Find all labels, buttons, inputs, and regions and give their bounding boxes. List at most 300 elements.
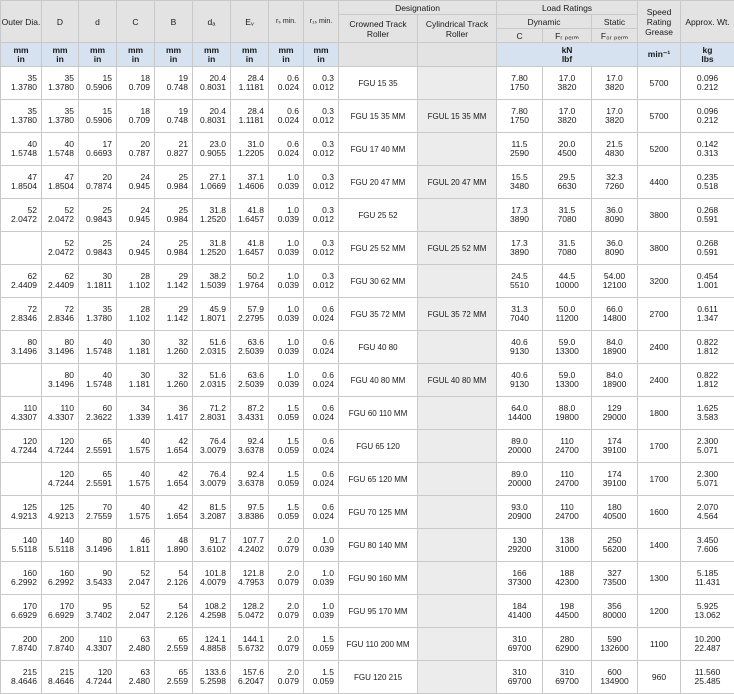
- cell-r1s: 0.6 0.024: [304, 364, 339, 397]
- cell-fr: 110 24700: [543, 430, 592, 463]
- cell-d: 110 4.3307: [79, 628, 117, 661]
- cell-d: 80 3.1496: [79, 529, 117, 562]
- cell-cylindrical-designation: [418, 133, 497, 166]
- cell-B: 42 1.654: [155, 430, 193, 463]
- cell-f0r: 36.0 8090: [592, 232, 638, 265]
- cell-speed: 2400: [638, 364, 681, 397]
- unit-cell-kn: kN lbf: [497, 43, 638, 67]
- cell-weight: 0.822 1.812: [681, 364, 734, 397]
- cell-weight: 3.450 7.606: [681, 529, 734, 562]
- cell-B: 36 1.417: [155, 397, 193, 430]
- cell-B: 25 0.984: [155, 199, 193, 232]
- cell-r1s: 0.6 0.024: [304, 397, 339, 430]
- cell-cylindrical-designation: [418, 265, 497, 298]
- table-row: [1, 199, 734, 232]
- cell-r1s: 1.0 0.039: [304, 562, 339, 595]
- header-Ew: Eᵥ: [231, 1, 269, 43]
- cell-od: 35 1.3780: [1, 100, 42, 133]
- cell-d: 35 1.3780: [79, 298, 117, 331]
- cell-B: 19 0.748: [155, 67, 193, 100]
- cell-crowned-designation: FGU 95 170 MM: [339, 595, 418, 628]
- cell-r1s: 0.3 0.012: [304, 199, 339, 232]
- cell-D: 110 4.3307: [42, 397, 79, 430]
- cell-da: 31.8 1.2520: [193, 199, 231, 232]
- cell-fr: 110 24700: [543, 463, 592, 496]
- table-row: [1, 166, 734, 199]
- cell-speed: 2700: [638, 298, 681, 331]
- table-row: [1, 628, 734, 661]
- cell-weight: 10.200 22.487: [681, 628, 734, 661]
- cell-d: 40 1.5748: [79, 364, 117, 397]
- cell-rs: 1.0 0.039: [269, 265, 304, 298]
- cell-od: 140 5.5118: [1, 529, 42, 562]
- cell-crowned-designation: FGU 15 35 MM: [339, 100, 418, 133]
- cell-C: 18 0.709: [117, 100, 155, 133]
- cell-dyn: 7.80 1750: [497, 67, 543, 100]
- cell-rs: 1.0 0.039: [269, 166, 304, 199]
- cell-cylindrical-designation: [418, 430, 497, 463]
- cell-weight: 0.268 0.591: [681, 232, 734, 265]
- cell-cylindrical-designation: [418, 199, 497, 232]
- cell-f0r: 17.0 3820: [592, 100, 638, 133]
- cell-Ew: 57.9 2.2795: [231, 298, 269, 331]
- cell-d: 15 0.5906: [79, 67, 117, 100]
- header-approx-weight: Approx. Wt.: [681, 1, 734, 43]
- cell-f0r: 84.0 18900: [592, 331, 638, 364]
- cell-crowned-designation: FGU 40 80 MM: [339, 364, 418, 397]
- cell-da: 124.1 4.8858: [193, 628, 231, 661]
- header-c-col: C: [497, 29, 543, 43]
- cell-speed: 960: [638, 661, 681, 694]
- cell-cylindrical-designation: [418, 529, 497, 562]
- cell-D: 35 1.3780: [42, 100, 79, 133]
- cell-d: 70 2.7559: [79, 496, 117, 529]
- cell-C: 28 1.102: [117, 265, 155, 298]
- cell-C: 40 1.575: [117, 430, 155, 463]
- cell-weight: 1.625 3.583: [681, 397, 734, 430]
- cell-od: 170 6.6929: [1, 595, 42, 628]
- cell-Ew: 97.5 3.8386: [231, 496, 269, 529]
- table-row: [1, 529, 734, 562]
- table-row: [1, 331, 734, 364]
- cell-fr: 280 62900: [543, 628, 592, 661]
- header-d: d: [79, 1, 117, 43]
- cell-rs: 2.0 0.079: [269, 661, 304, 694]
- cell-speed: 1600: [638, 496, 681, 529]
- cell-C: 30 1.181: [117, 331, 155, 364]
- cell-Ew: 31.0 1.2205: [231, 133, 269, 166]
- table-row: [1, 133, 734, 166]
- cell-f0r: 54.00 12100: [592, 265, 638, 298]
- cell-r1s: 0.6 0.024: [304, 463, 339, 496]
- cell-od: 80 3.1496: [1, 331, 42, 364]
- cell-d: 120 4.7244: [79, 661, 117, 694]
- cell-D: 52 2.0472: [42, 232, 79, 265]
- cell-d: 95 3.7402: [79, 595, 117, 628]
- cell-da: 38.2 1.5039: [193, 265, 231, 298]
- cell-f0r: 600 134900: [592, 661, 638, 694]
- cell-B: 21 0.827: [155, 133, 193, 166]
- cell-crowned-designation: FGU 110 200 MM: [339, 628, 418, 661]
- unit-cell: mm in: [42, 43, 79, 67]
- cell-fr: 50.0 11200: [543, 298, 592, 331]
- cell-crowned-designation: FGU 70 125 MM: [339, 496, 418, 529]
- cell-C: 24 0.945: [117, 166, 155, 199]
- cell-crowned-designation: FGU 25 52: [339, 199, 418, 232]
- cell-f0r: 21.5 4830: [592, 133, 638, 166]
- cell-rs: 1.0 0.039: [269, 232, 304, 265]
- cell-cylindrical-designation: [418, 628, 497, 661]
- cell-d: 65 2.5591: [79, 430, 117, 463]
- cell-speed: 2400: [638, 331, 681, 364]
- cell-D: 140 5.5118: [42, 529, 79, 562]
- cell-speed: 4400: [638, 166, 681, 199]
- cell-fr: 29.5 6630: [543, 166, 592, 199]
- cell-speed: 1200: [638, 595, 681, 628]
- cell-Ew: 50.2 1.9764: [231, 265, 269, 298]
- cell-da: 81.5 3.2087: [193, 496, 231, 529]
- cell-r1s: 1.0 0.039: [304, 529, 339, 562]
- cell-rs: 0.6 0.024: [269, 100, 304, 133]
- cell-da: 51.6 2.0315: [193, 364, 231, 397]
- cell-r1s: 0.3 0.012: [304, 265, 339, 298]
- cell-od: 125 4.9213: [1, 496, 42, 529]
- header-fr-perm: Fᵣ ₚₑᵣₘ: [543, 29, 592, 43]
- cell-C: 30 1.181: [117, 364, 155, 397]
- cell-d: 25 0.9843: [79, 199, 117, 232]
- cell-B: 54 2.126: [155, 562, 193, 595]
- cell-weight: 0.096 0.212: [681, 100, 734, 133]
- cell-C: 28 1.102: [117, 298, 155, 331]
- cell-D: 52 2.0472: [42, 199, 79, 232]
- cell-od: 40 1.5748: [1, 133, 42, 166]
- cell-od: 47 1.8504: [1, 166, 42, 199]
- cell-f0r: 66.0 14800: [592, 298, 638, 331]
- cell-speed: 1800: [638, 397, 681, 430]
- header-dynamic: Dynamic: [497, 15, 592, 29]
- cell-d: 20 0.7874: [79, 166, 117, 199]
- cell-speed: 1400: [638, 529, 681, 562]
- cell-C: 34 1.339: [117, 397, 155, 430]
- cell-r1s: 0.3 0.012: [304, 67, 339, 100]
- cell-dyn: 89.0 20000: [497, 463, 543, 496]
- cell-fr: 17.0 3820: [543, 67, 592, 100]
- table-row: [1, 562, 734, 595]
- cell-da: 108.2 4.2598: [193, 595, 231, 628]
- cell-weight: 2.300 5.071: [681, 430, 734, 463]
- cell-C: 40 1.575: [117, 463, 155, 496]
- cell-D: 62 2.4409: [42, 265, 79, 298]
- unit-cell-blank: [339, 43, 418, 67]
- cell-crowned-designation: FGU 90 160 MM: [339, 562, 418, 595]
- table-row: [1, 496, 734, 529]
- cell-crowned-designation: FGU 35 72 MM: [339, 298, 418, 331]
- cell-fr: 44.5 10000: [543, 265, 592, 298]
- cell-dyn: 40.6 9130: [497, 331, 543, 364]
- cell-D: 80 3.1496: [42, 331, 79, 364]
- cell-D: 125 4.9213: [42, 496, 79, 529]
- cell-D: 35 1.3780: [42, 67, 79, 100]
- cell-rs: 1.5 0.059: [269, 430, 304, 463]
- cell-da: 51.6 2.0315: [193, 331, 231, 364]
- cell-crowned-designation: FGU 65 120 MM: [339, 463, 418, 496]
- cell-crowned-designation: FGU 80 140 MM: [339, 529, 418, 562]
- header-speed-rating: Speed Rating Grease: [638, 1, 681, 43]
- cell-da: 45.9 1.8071: [193, 298, 231, 331]
- cell-rs: 1.5 0.059: [269, 463, 304, 496]
- cell-dyn: 184 41400: [497, 595, 543, 628]
- cell-r1s: 0.3 0.012: [304, 100, 339, 133]
- cell-weight: 5.185 11.431: [681, 562, 734, 595]
- cell-C: 52 2.047: [117, 595, 155, 628]
- cell-dyn: 130 29200: [497, 529, 543, 562]
- cell-C: 52 2.047: [117, 562, 155, 595]
- cell-weight: 11.560 25.485: [681, 661, 734, 694]
- cell-od: 160 6.2992: [1, 562, 42, 595]
- cell-fr: 20.0 4500: [543, 133, 592, 166]
- cell-B: 32 1.260: [155, 364, 193, 397]
- cell-weight: 0.142 0.313: [681, 133, 734, 166]
- cell-speed: 1300: [638, 562, 681, 595]
- unit-cell-blank: [418, 43, 497, 67]
- cell-od: 72 2.8346: [1, 298, 42, 331]
- cell-d: 15 0.5906: [79, 100, 117, 133]
- cell-r1s: 0.6 0.024: [304, 298, 339, 331]
- cell-da: 27.1 1.0669: [193, 166, 231, 199]
- cell-dyn: 15.5 3480: [497, 166, 543, 199]
- cell-Ew: 41.8 1.6457: [231, 232, 269, 265]
- cell-f0r: 17.0 3820: [592, 67, 638, 100]
- cell-fr: 59.0 13300: [543, 364, 592, 397]
- cell-od: 52 2.0472: [1, 199, 42, 232]
- header-cylindrical: Cylindrical Track Roller: [418, 15, 497, 43]
- cell-D: 80 3.1496: [42, 364, 79, 397]
- cell-cylindrical-designation: FGUL 20 47 MM: [418, 166, 497, 199]
- cell-B: 65 2.559: [155, 628, 193, 661]
- cell-B: 25 0.984: [155, 232, 193, 265]
- cell-C: 63 2.480: [117, 628, 155, 661]
- cell-d: 40 1.5748: [79, 331, 117, 364]
- cell-r1s: 1.5 0.059: [304, 661, 339, 694]
- cell-od: 215 8.4646: [1, 661, 42, 694]
- cell-D: 215 8.4646: [42, 661, 79, 694]
- cell-fr: 31.5 7080: [543, 199, 592, 232]
- cell-fr: 310 69700: [543, 661, 592, 694]
- cell-rs: 2.0 0.079: [269, 595, 304, 628]
- cell-cylindrical-designation: FGUL 15 35 MM: [418, 100, 497, 133]
- cell-dyn: 31.3 7040: [497, 298, 543, 331]
- cell-Ew: 144.1 5.6732: [231, 628, 269, 661]
- cell-rs: 1.0 0.039: [269, 199, 304, 232]
- table-row: [1, 100, 734, 133]
- cell-f0r: 180 40500: [592, 496, 638, 529]
- cell-Ew: 63.6 2.5039: [231, 331, 269, 364]
- cell-da: 31.8 1.2520: [193, 232, 231, 265]
- cell-f0r: 32.3 7260: [592, 166, 638, 199]
- cell-r1s: 0.6 0.024: [304, 496, 339, 529]
- cell-crowned-designation: FGU 40 80: [339, 331, 418, 364]
- cell-f0r: 250 56200: [592, 529, 638, 562]
- header-outer-dia: Outer Dia.: [1, 1, 42, 43]
- table-row: [1, 397, 734, 430]
- cell-weight: 0.822 1.812: [681, 331, 734, 364]
- cell-da: 20.4 0.8031: [193, 67, 231, 100]
- cell-speed: 3200: [638, 265, 681, 298]
- cell-cylindrical-designation: [418, 661, 497, 694]
- cell-da: 71.2 2.8031: [193, 397, 231, 430]
- cell-speed: 1100: [638, 628, 681, 661]
- cell-da: 23.0 0.9055: [193, 133, 231, 166]
- cell-crowned-designation: FGU 30 62 MM: [339, 265, 418, 298]
- cell-Ew: 128.2 5.0472: [231, 595, 269, 628]
- cell-Ew: 28.4 1.1181: [231, 67, 269, 100]
- cell-D: 200 7.8740: [42, 628, 79, 661]
- cell-weight: 5.925 13.062: [681, 595, 734, 628]
- cell-speed: 1700: [638, 463, 681, 496]
- cell-fr: 17.0 3820: [543, 100, 592, 133]
- cell-r1s: 1.5 0.059: [304, 628, 339, 661]
- cell-od: [1, 364, 42, 397]
- cell-d: 60 2.3622: [79, 397, 117, 430]
- cell-speed: 5700: [638, 100, 681, 133]
- cell-D: 160 6.2992: [42, 562, 79, 595]
- cell-dyn: 89.0 20000: [497, 430, 543, 463]
- cell-C: 63 2.480: [117, 661, 155, 694]
- unit-cell: mm in: [304, 43, 339, 67]
- table-row: [1, 67, 734, 100]
- cell-da: 76.4 3.0079: [193, 463, 231, 496]
- cell-dyn: 310 69700: [497, 628, 543, 661]
- unit-cell: mm in: [117, 43, 155, 67]
- cell-fr: 198 44500: [543, 595, 592, 628]
- header-D: D: [42, 1, 79, 43]
- cell-f0r: 129 29000: [592, 397, 638, 430]
- cell-speed: 5200: [638, 133, 681, 166]
- cell-C: 24 0.945: [117, 232, 155, 265]
- table-row: [1, 661, 734, 694]
- cell-od: 110 4.3307: [1, 397, 42, 430]
- header-f0r-perm: F₀ᵣ ₚₑᵣₘ: [592, 29, 638, 43]
- cell-rs: 1.0 0.039: [269, 298, 304, 331]
- cell-fr: 138 31000: [543, 529, 592, 562]
- cell-D: 120 4.7244: [42, 463, 79, 496]
- cell-cylindrical-designation: [418, 397, 497, 430]
- cell-cylindrical-designation: [418, 331, 497, 364]
- cell-rs: 1.0 0.039: [269, 331, 304, 364]
- cell-Ew: 121.8 4.7953: [231, 562, 269, 595]
- cell-crowned-designation: FGU 25 52 MM: [339, 232, 418, 265]
- unit-cell: mm in: [231, 43, 269, 67]
- cell-fr: 31.5 7080: [543, 232, 592, 265]
- unit-cell: mm in: [193, 43, 231, 67]
- cell-crowned-designation: FGU 60 110 MM: [339, 397, 418, 430]
- cell-weight: 0.611 1.347: [681, 298, 734, 331]
- cell-Ew: 87.2 3.4331: [231, 397, 269, 430]
- table-row: [1, 430, 734, 463]
- cell-f0r: 327 73500: [592, 562, 638, 595]
- cell-dyn: 11.5 2590: [497, 133, 543, 166]
- cell-cylindrical-designation: [418, 562, 497, 595]
- cell-Ew: 28.4 1.1181: [231, 100, 269, 133]
- cell-r1s: 0.3 0.012: [304, 232, 339, 265]
- cell-rs: 0.6 0.024: [269, 133, 304, 166]
- cell-crowned-designation: FGU 17 40 MM: [339, 133, 418, 166]
- cell-rs: 2.0 0.079: [269, 628, 304, 661]
- cell-B: 42 1.654: [155, 496, 193, 529]
- header-C: C: [117, 1, 155, 43]
- cell-f0r: 36.0 8090: [592, 199, 638, 232]
- cell-r1s: 0.6 0.024: [304, 430, 339, 463]
- cell-da: 91.7 3.6102: [193, 529, 231, 562]
- cell-r1s: 0.6 0.024: [304, 331, 339, 364]
- header-da: dₐ: [193, 1, 231, 43]
- cell-od: 200 7.8740: [1, 628, 42, 661]
- table-body: [1, 67, 734, 694]
- table-row: [1, 463, 734, 496]
- cell-speed: 5700: [638, 67, 681, 100]
- cell-weight: 0.268 0.591: [681, 199, 734, 232]
- table-row: [1, 364, 734, 397]
- cell-rs: 2.0 0.079: [269, 562, 304, 595]
- cell-B: 54 2.126: [155, 595, 193, 628]
- header-B: B: [155, 1, 193, 43]
- cell-cylindrical-designation: [418, 496, 497, 529]
- unit-cell: mm in: [79, 43, 117, 67]
- cell-Ew: 92.4 3.6378: [231, 430, 269, 463]
- cell-D: 120 4.7244: [42, 430, 79, 463]
- cell-fr: 188 42300: [543, 562, 592, 595]
- cell-Ew: 37.1 1.4606: [231, 166, 269, 199]
- cell-d: 90 3.5433: [79, 562, 117, 595]
- cell-B: 19 0.748: [155, 100, 193, 133]
- table-row: [1, 595, 734, 628]
- cell-Ew: 92.4 3.6378: [231, 463, 269, 496]
- cell-B: 42 1.654: [155, 463, 193, 496]
- cell-rs: 2.0 0.079: [269, 529, 304, 562]
- cell-C: 24 0.945: [117, 199, 155, 232]
- cell-cylindrical-designation: [418, 67, 497, 100]
- cell-od: 35 1.3780: [1, 67, 42, 100]
- cell-D: 170 6.6929: [42, 595, 79, 628]
- unit-cell: mm in: [269, 43, 304, 67]
- table-row: [1, 232, 734, 265]
- cell-rs: 0.6 0.024: [269, 67, 304, 100]
- header-r1s-min: r₁ₛ min.: [304, 1, 339, 43]
- cell-od: [1, 232, 42, 265]
- cell-fr: 59.0 13300: [543, 331, 592, 364]
- cell-dyn: 64.0 14400: [497, 397, 543, 430]
- cell-d: 30 1.1811: [79, 265, 117, 298]
- cell-d: 25 0.9843: [79, 232, 117, 265]
- cell-crowned-designation: FGU 65 120: [339, 430, 418, 463]
- cell-r1s: 0.3 0.012: [304, 166, 339, 199]
- cell-dyn: 24.5 5510: [497, 265, 543, 298]
- cell-da: 20.4 0.8031: [193, 100, 231, 133]
- cell-B: 65 2.559: [155, 661, 193, 694]
- cell-weight: 0.235 0.518: [681, 166, 734, 199]
- unit-cell: mm in: [1, 43, 42, 67]
- cell-cylindrical-designation: FGUL 25 52 MM: [418, 232, 497, 265]
- cell-speed: 3800: [638, 232, 681, 265]
- cell-od: 120 4.7244: [1, 430, 42, 463]
- cell-B: 29 1.142: [155, 265, 193, 298]
- cell-rs: 1.0 0.039: [269, 364, 304, 397]
- cell-fr: 88.0 19800: [543, 397, 592, 430]
- cell-f0r: 590 132600: [592, 628, 638, 661]
- cell-dyn: 40.6 9130: [497, 364, 543, 397]
- cell-dyn: 310 69700: [497, 661, 543, 694]
- cell-speed: 3800: [638, 199, 681, 232]
